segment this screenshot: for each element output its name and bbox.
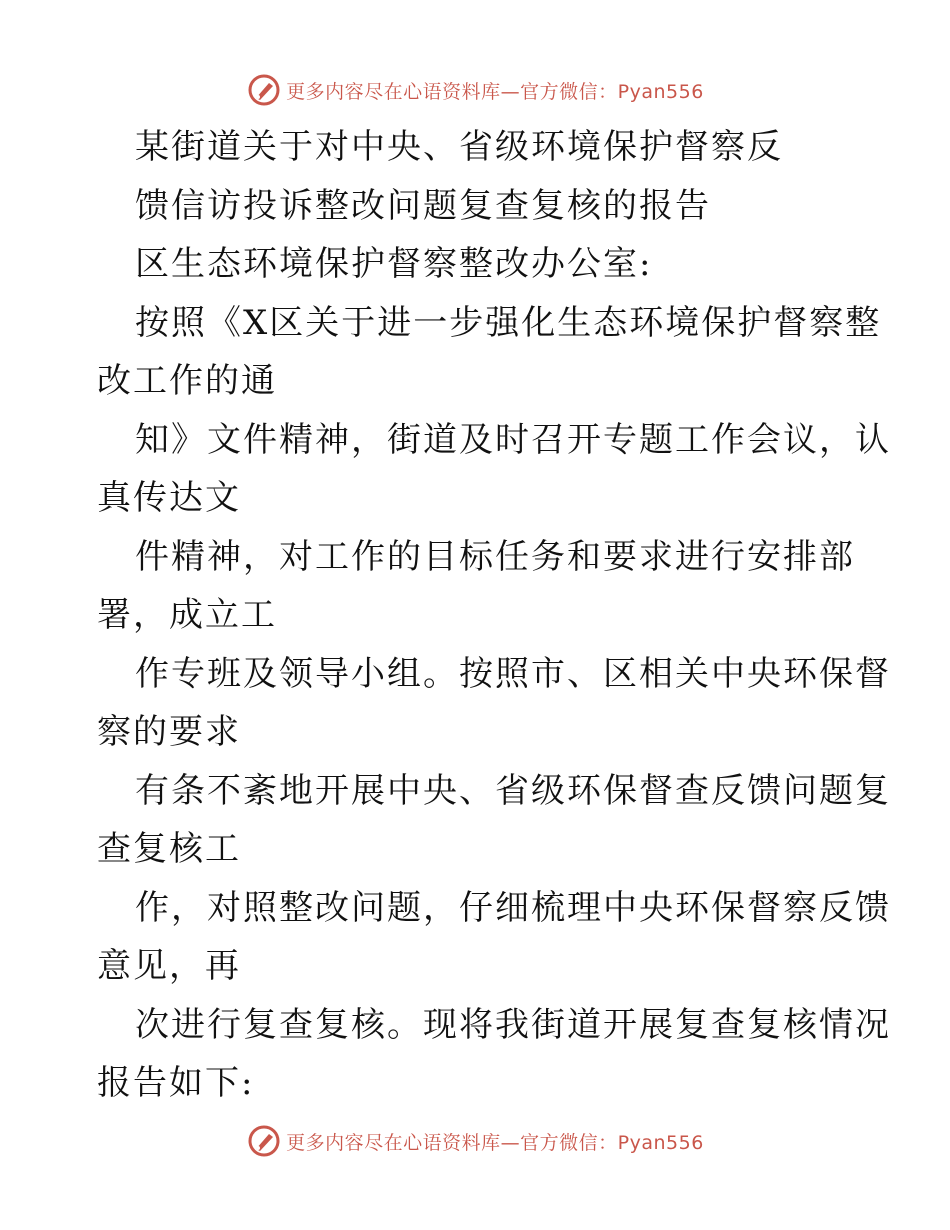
text-line: 知》文件精神，街道及时召开专题工作会议，认 bbox=[135, 419, 891, 460]
document-title-line: 某街道关于对中央、省级环境保护督察反 bbox=[135, 127, 783, 167]
text-line: 查复核工 bbox=[97, 829, 241, 869]
text-line: 察的要求 bbox=[97, 712, 241, 752]
pen-logo-icon bbox=[246, 72, 282, 108]
text-line: 真传达文 bbox=[97, 478, 241, 518]
text-line: 改工作的通 bbox=[97, 361, 277, 401]
text-line: 次进行复查复核。现将我街道开展复查复核情况 bbox=[135, 1004, 891, 1045]
document-body bbox=[97, 118, 891, 1113]
text-line: 署，成立工 bbox=[97, 595, 277, 635]
text-line: 按照《X区关于进一步强化生态环境保护督察整 bbox=[135, 302, 882, 343]
pen-logo-icon bbox=[246, 1123, 282, 1159]
text-line: 意见，再 bbox=[97, 946, 241, 986]
footer-watermark bbox=[0, 1121, 950, 1161]
text-line: 件精神，对工作的目标任务和要求进行安排部 bbox=[135, 536, 855, 577]
watermark-text: 更多内容尽在心语资料库—官方微信：Pyan556 bbox=[286, 80, 704, 103]
text-line: 区生态环境保护督察整改办公室: bbox=[135, 244, 653, 284]
text-line: 有条不紊地开展中央、省级环保督查反馈问题复 bbox=[135, 770, 891, 811]
header-watermark bbox=[0, 70, 950, 110]
text-line: 作，对照整改问题，仔细梳理中央环保督察反馈 bbox=[135, 887, 891, 928]
text-line: 作专班及领导小组。按照市、区相关中央环保督 bbox=[135, 653, 891, 694]
text-line: 馈信访投诉整改问题复查复核的报告 bbox=[135, 185, 711, 226]
watermark-text: 更多内容尽在心语资料库—官方微信：Pyan556 bbox=[286, 1131, 704, 1154]
text-line: 报告如下: bbox=[97, 1063, 255, 1103]
